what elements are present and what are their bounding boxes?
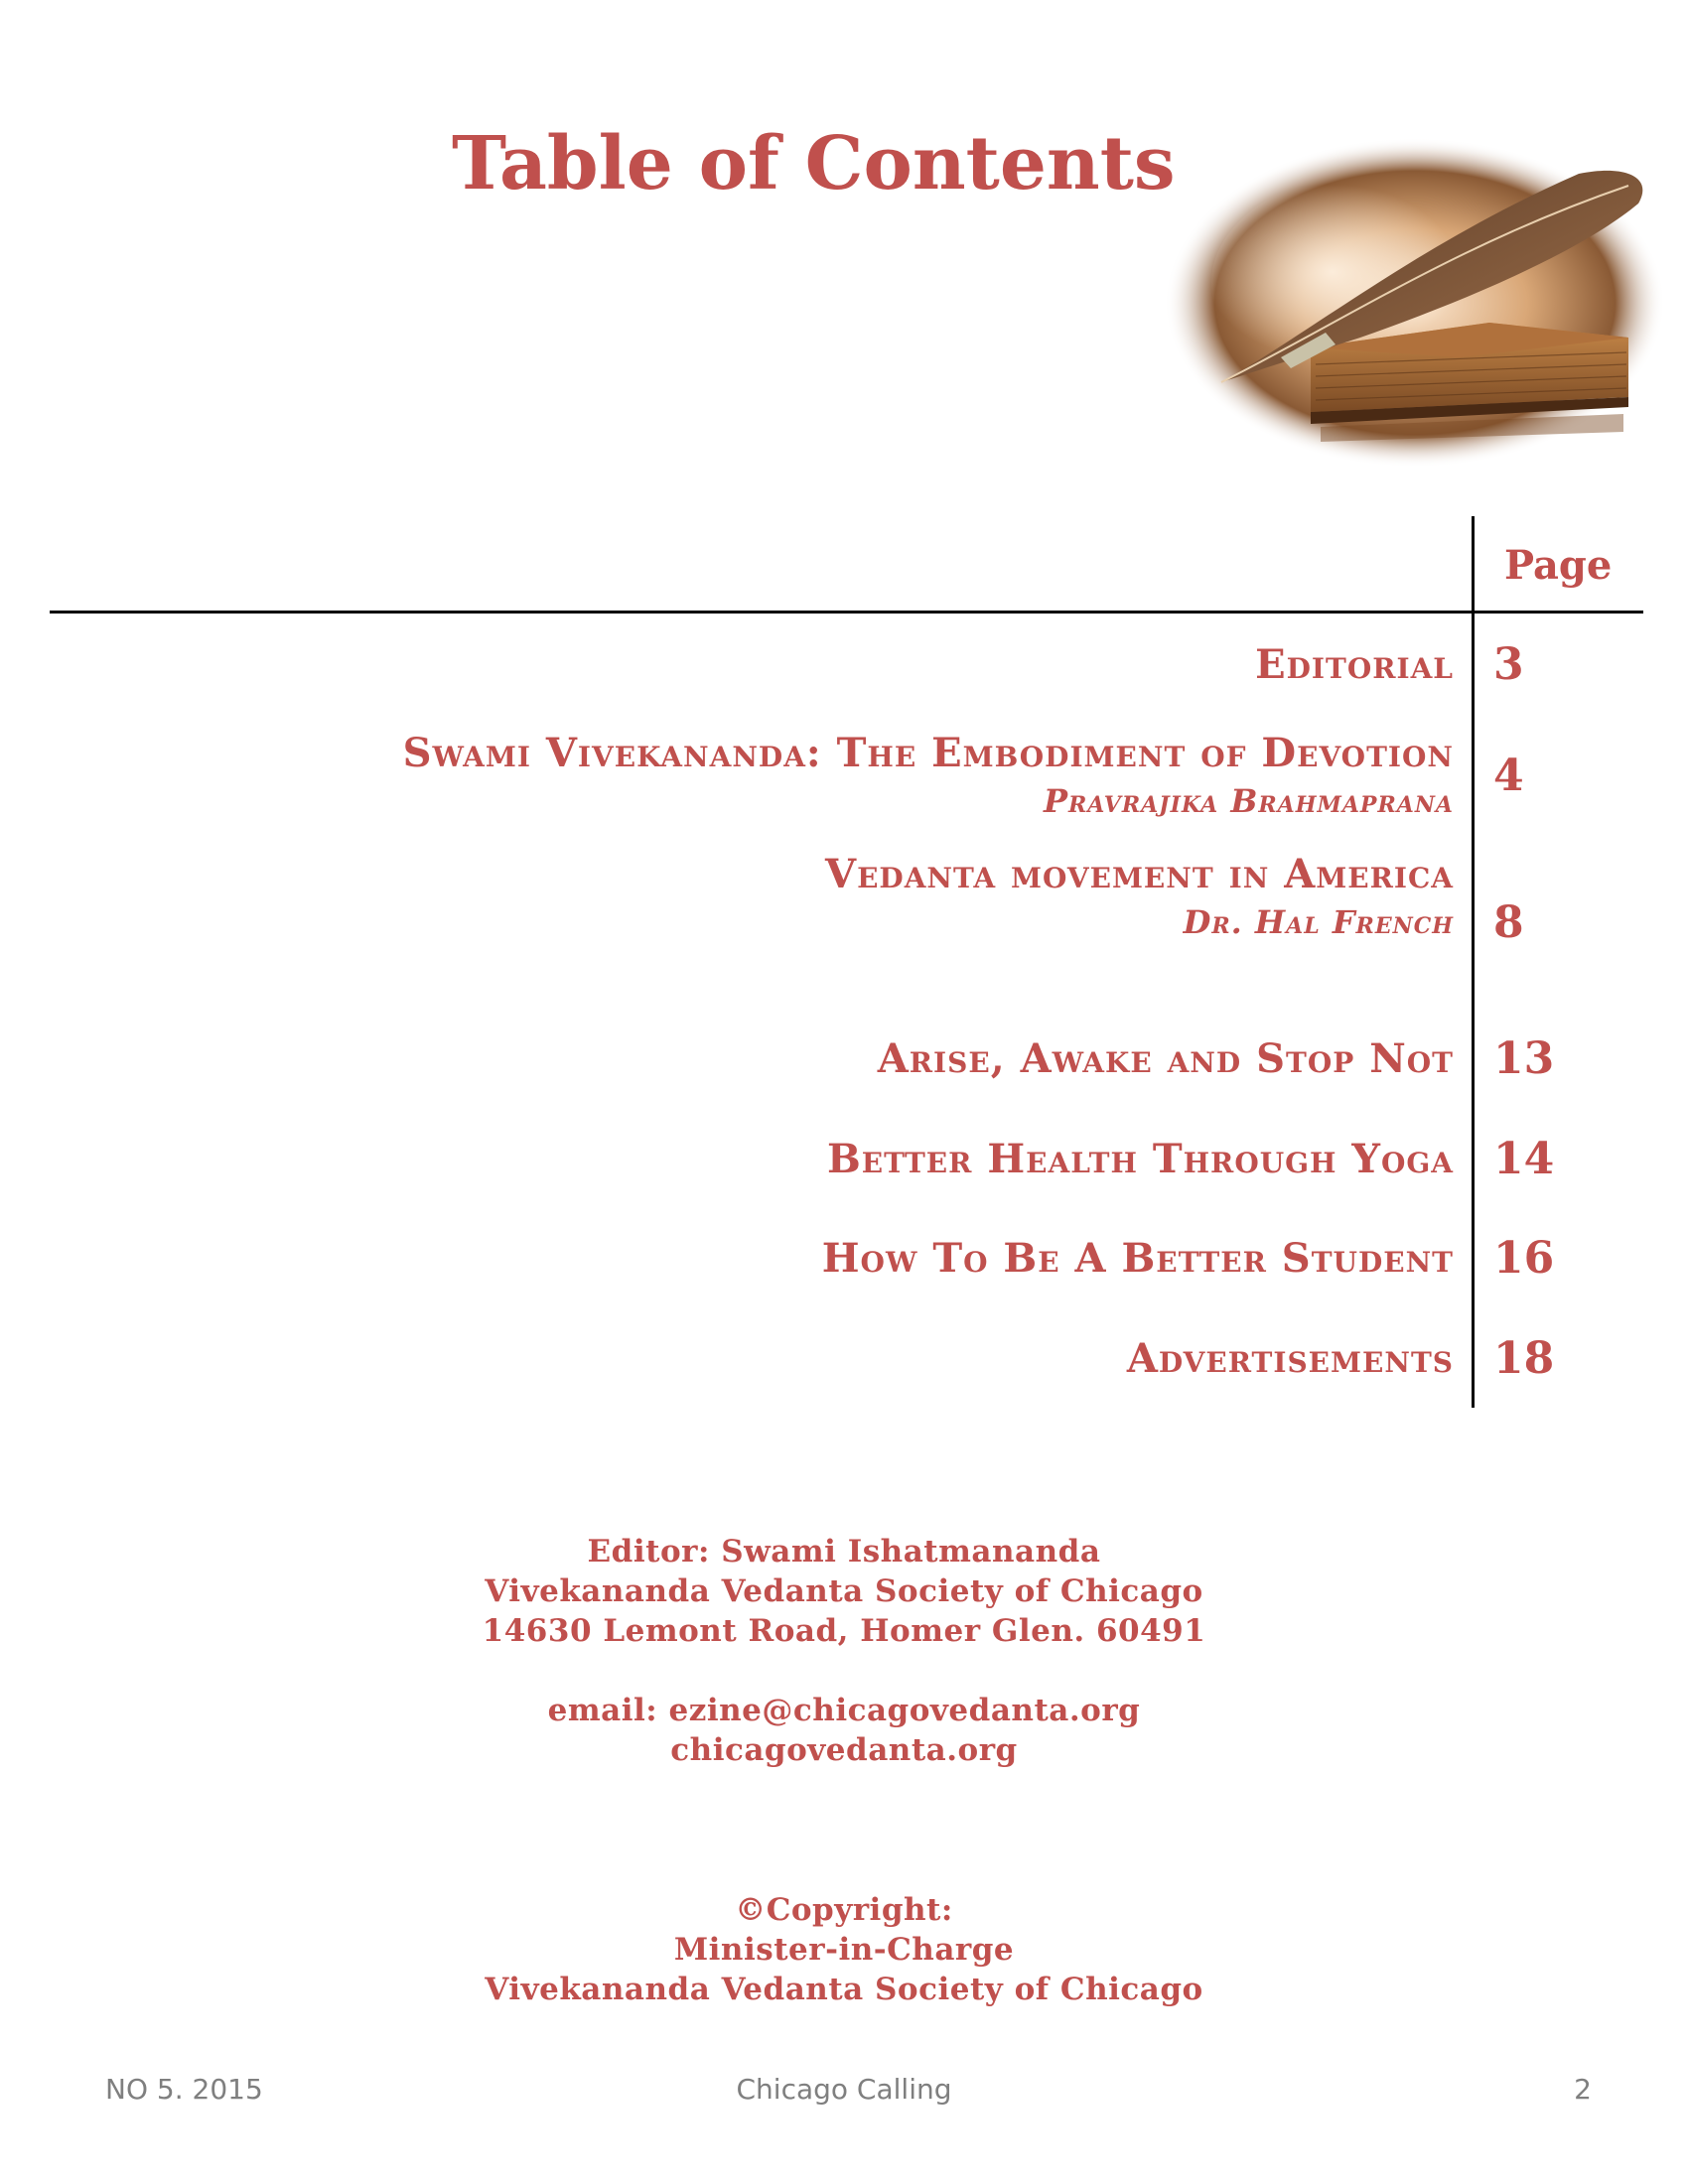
toc-entry-advertisements[interactable]: Advertisements — [1126, 1335, 1454, 1382]
toc-page-better-student[interactable]: 16 — [1493, 1233, 1555, 1284]
toc-entry-editorial[interactable]: Editorial — [1255, 641, 1454, 688]
footer-page-number: 2 — [1574, 2073, 1592, 2106]
contact-email[interactable]: email: ezine@chicagovedanta.org — [547, 1693, 1141, 1728]
toc-page-editorial[interactable]: 3 — [1493, 639, 1524, 690]
copyright-label: ©Copyright: — [735, 1892, 953, 1928]
toc-entry-arise-awake[interactable]: Arise, Awake and Stop Not — [877, 1035, 1454, 1082]
toc-page-arise-awake[interactable]: 13 — [1493, 1033, 1555, 1084]
society-address: 14630 Lemont Road, Homer Glen. 60491 — [482, 1613, 1206, 1649]
quill-and-book-image — [1162, 134, 1668, 472]
toc-entry-vivekananda-devotion[interactable]: Swami Vivekananda: The Embodiment of Devotion — [402, 730, 1454, 776]
toc-page-vedanta-america[interactable]: 8 — [1493, 897, 1524, 948]
toc-author-brahmaprana: Pravrajika Brahmaprana — [1043, 782, 1454, 820]
toc-author-hal-french: Dr. Hal French — [1183, 903, 1454, 941]
footer-publication: Chicago Calling — [736, 2073, 952, 2106]
toc-entry-vedanta-america[interactable]: Vedanta movement in America — [825, 851, 1454, 897]
toc-entry-better-student[interactable]: How To Be A Better Student — [821, 1235, 1454, 1282]
society-name: Vivekananda Vedanta Society of Chicago — [485, 1573, 1203, 1609]
copyright-society: Vivekananda Vedanta Society of Chicago — [485, 1972, 1203, 2007]
footer-issue: NO 5. 2015 — [105, 2073, 263, 2106]
copyright-holder: Minister-in-Charge — [673, 1932, 1015, 1968]
toc-page-advertisements[interactable]: 18 — [1493, 1333, 1555, 1384]
horizontal-divider — [50, 611, 1643, 614]
toc-entry-health-yoga[interactable]: Better Health Through Yoga — [826, 1136, 1454, 1182]
toc-page-vivekananda-devotion[interactable]: 4 — [1493, 751, 1524, 801]
toc-page-health-yoga[interactable]: 14 — [1493, 1134, 1555, 1184]
page-title: Table of Contents — [452, 121, 1176, 206]
vertical-divider — [1472, 516, 1475, 1408]
website-link[interactable]: chicagovedanta.org — [670, 1732, 1018, 1768]
page-column-header: Page — [1504, 542, 1613, 589]
editor-name: Editor: Swami Ishatmananda — [587, 1534, 1101, 1570]
